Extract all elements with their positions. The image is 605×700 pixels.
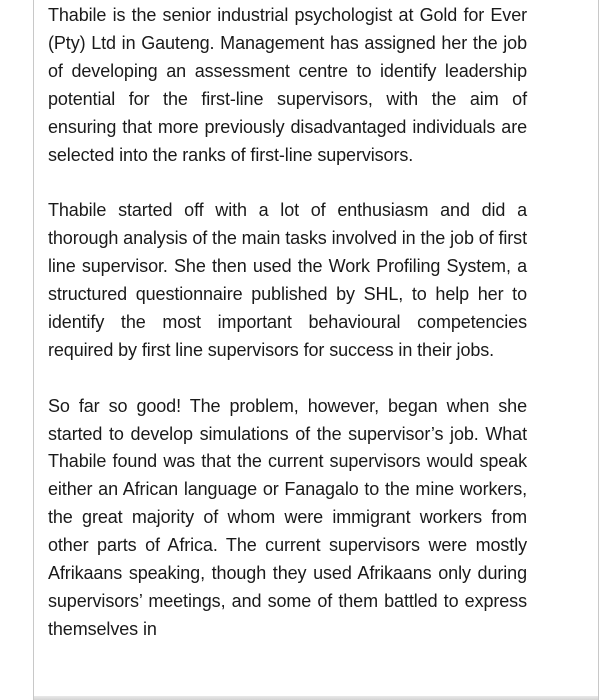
- page-bottom-shadow: [34, 696, 598, 700]
- paragraph-assignment: Thabile is the senior industrial psychologist at Gold for Ever (Pty) Ltd in Gauteng. Management has assigned her the job of developing an assessment centre to identify leadership potential for the first-line supervisors, with the aim of ensuring that more previously disadvantaged individuals are selected into the ranks of first-line supervisors.: [48, 5, 527, 165]
- paragraph-language-problem: So far so good! The problem, however, began when she started to develop simulations of the supervisor’s job. What Thabile found was that the current supervisors would speak either an African language or Fanagalo to the mine workers, the great majority of whom were immigrant workers from other parts of Africa. The current supervisors were mostly Afrikaans speaking, though they used Afrikaans only during supervisors’ meetings, and some of them battled to express themselves in: [48, 395, 527, 639]
- document-body: [48, 2, 527, 644]
- paragraph-job-analysis: Thabile started off with a lot of enthusiasm and did a thorough analysis of the main tasks involved in the job of first line supervisor. She then used the Work Profiling System, a structured questionnaire published by SHL, to help her to identify the most important behavioural competencies required by first line supervisors for success in their jobs.: [48, 200, 527, 360]
